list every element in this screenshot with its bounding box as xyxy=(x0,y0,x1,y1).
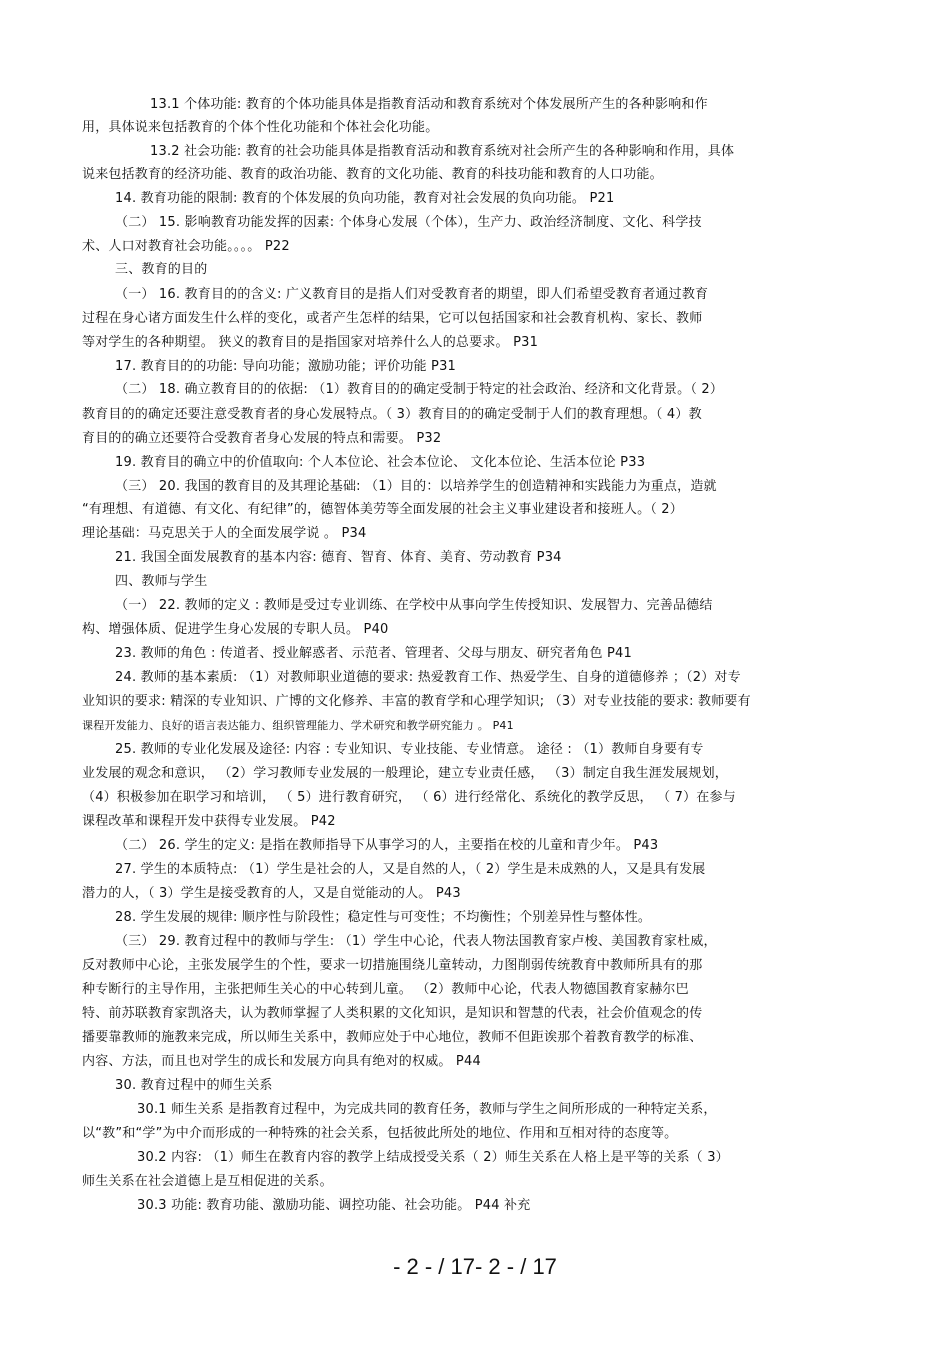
text-line: 用，具体说来包括教育的个体个性化功能和个体社会化功能。 xyxy=(82,120,439,135)
text-line: 育目的的确立还要符合受教育者身心发展的特点和需要。 P32 xyxy=(82,431,442,446)
text-line: （一） 16. 教育目的的含义: 广义教育目的是指人们对受教育者的期望，即人们希望受教育者通过教育 xyxy=(115,287,709,302)
text-line: （三） 20. 我国的教育目的及其理论基础: （1）目的：以培养学生的创造精神和实践能力为重点，造就 xyxy=(115,479,717,494)
text-line: 17. 教育目的的功能: 导向功能；激励功能；评价功能 P31 xyxy=(115,359,457,374)
text-line: 25. 教师的专业化发展及途径: 内容 : 专业知识、专业技能、专业情意。 途径 : （1）教师自身要有专 xyxy=(115,742,704,757)
text-line: （二） 26. 学生的定义: 是指在教师指导下从事学习的人，主要指在校的儿童和青少年。 P43 xyxy=(115,838,659,853)
text-line: 课程开发能力、良好的语言表达能力、组织管理能力、学术研究和教学研究能力 。 P41 xyxy=(82,719,514,732)
text-line: 师生关系在社会道德上是互相促进的关系。 xyxy=(82,1174,333,1189)
text-line: 构、增强体质、促进学生身心发展的专职人员。 P40 xyxy=(82,622,389,637)
text-line: 教育目的的确定还要注意受教育者的身心发展特点。（ 3）教育目的的确定受制于人们的教育理想。（ 4）教 xyxy=(82,407,702,422)
text-line: （三） 29. 教育过程中的教师与学生: （1）学生中心论，代表人物法国教育家卢梭、美国教育家杜威， xyxy=(115,934,717,949)
text-line: 30.2 内容: （1）师生在教育内容的教学上结成授受关系（ 2）师生关系在人格上是平等的关系（ 3） xyxy=(137,1150,729,1165)
text-line: 种专断行的主导作用，主张把师生关心的中心转到儿童。 （2）教师中心论，代表人物德国教育家赫尔巴 xyxy=(82,982,689,997)
text-line: 术、人口对教育社会功能。。。。 P22 xyxy=(82,239,290,254)
section-heading: 三、教育的目的 xyxy=(115,262,208,277)
text-line: 28. 学生发展的规律: 顺序性与阶段性；稳定性与可变性；不均衡性；个别差异性与整体性。 xyxy=(115,910,652,925)
text-line: 反对教师中心论，主张发展学生的个性，要求一切措施围绕儿童转动，力图削弱传统教育中教师所具有的那 xyxy=(82,958,703,973)
text-line: 过程在身心诸方面发生什么样的变化，或者产生怎样的结果，它可以包括国家和社会教育机构、家长、教师 xyxy=(82,311,703,326)
text-line: 24. 教师的基本素质: （1）对教师职业道德的要求: 热爱教育工作、热爱学生、自身的道德修养 ；（2）对专 xyxy=(115,670,741,685)
text-line: “有理想、有道德、有文化、有纪律”的，德智体美劳等全面发展的社会主义事业建设者和接班人。（ 2） xyxy=(82,502,683,517)
text-line: 特、前苏联教育家凯洛夫，认为教师掌握了人类积累的文化知识，是知识和智慧的代表，社会价值观念的传 xyxy=(82,1006,703,1021)
text-line: 以“教”和“学”为中介而形成的一种特殊的社会关系，包括彼此所处的地位、作用和互相对待的态度等。 xyxy=(82,1126,678,1141)
text-line: （二） 18. 确立教育目的的依据: （1）教育目的的确定受制于特定的社会政治、经济和文化背景。（ 2） xyxy=(115,382,724,397)
text-line: 19. 教育目的确立中的价值取向: 个人本位论、社会本位论、 文化本位论、生活本位论 P33 xyxy=(115,455,646,470)
text-line: 27. 学生的本质特点: （1）学生是社会的人，又是自然的人，（ 2）学生是未成熟的人，又是具有发展 xyxy=(115,862,706,877)
text-line: 播要靠教师的施教来完成，所以师生关系中，教师应处于中心地位，教师不但距诶那个着教育教学的标准、 xyxy=(82,1030,703,1045)
text-line: 内容、方法，而且也对学生的成长和发展方向具有绝对的权威。 P44 xyxy=(82,1054,481,1069)
text-line: 30.3 功能: 教育功能、激励功能、调控功能、社会功能。 P44 补充 xyxy=(137,1198,531,1213)
text-line: 理论基础：马克思关于人的全面发展学说 。 P34 xyxy=(82,526,367,541)
section-heading: 四、教师与学生 xyxy=(115,574,208,589)
text-line: 30.1 师生关系 是指教育过程中，为完成共同的教育任务，教师与学生之间所形成的一种特定关系， xyxy=(137,1102,717,1117)
text-line: （一） 22. 教师的定义 : 教师是受过专业训练、在学校中从事向学生传授知识、发展智力、完善品德结 xyxy=(115,598,713,613)
text-line: 14. 教育功能的限制: 教育的个体发展的负向功能，教育对社会发展的负向功能。 P21 xyxy=(115,191,615,206)
text-line: 潜力的人，（ 3）学生是接受教育的人，又是自觉能动的人。 P43 xyxy=(82,886,461,901)
text-line: 21. 我国全面发展教育的基本内容: 德育、智育、体育、美育、劳动教育 P34 xyxy=(115,550,562,565)
text-line: 课程改革和课程开发中获得专业发展。 P42 xyxy=(82,814,336,829)
text-line: 业发展的观念和意识， （2）学习教师专业发展的一般理论，建立专业责任感， （3）制定自我生涯发展规划， xyxy=(82,766,729,781)
text-line: （二） 15. 影响教育功能发挥的因素: 个体身心发展（个体），生产力、政治经济制度、文化、科学技 xyxy=(115,215,702,230)
text-line: 23. 教师的角色 : 传道者、授业解惑者、示范者、管理者、父母与朋友、研究者角色 P41 xyxy=(115,646,632,661)
text-line: 13.2 社会功能: 教育的社会功能具体是指教育活动和教育系统对社会所产生的各种影响和作用，具体 xyxy=(150,144,735,159)
page-number: - 2 - / 17- 2 - / 17 xyxy=(393,1254,557,1279)
text-line: 说来包括教育的经济功能、教育的政治功能、教育的文化功能、教育的科技功能和教育的人口功能。 xyxy=(82,167,663,182)
text-line: （4）积极参加在职学习和培训， （ 5）进行教育研究， （ 6）进行经常化、系统化的教学反思， （ 7）在参与 xyxy=(82,790,736,805)
text-line: 业知识的要求: 精深的专业知识、广博的文化修养、丰富的教育学和心理学知识; （3）对专业技能的要求: 教师要有 xyxy=(82,694,751,709)
text-line: 13.1 个体功能: 教育的个体功能具体是指教育活动和教育系统对个体发展所产生的各种影响和作 xyxy=(150,97,708,112)
text-line: 等对学生的各种期望。 狭义的教育目的是指国家对培养什么人的总要求。 P31 xyxy=(82,335,539,350)
text-line: 30. 教育过程中的师生关系 xyxy=(115,1078,273,1093)
